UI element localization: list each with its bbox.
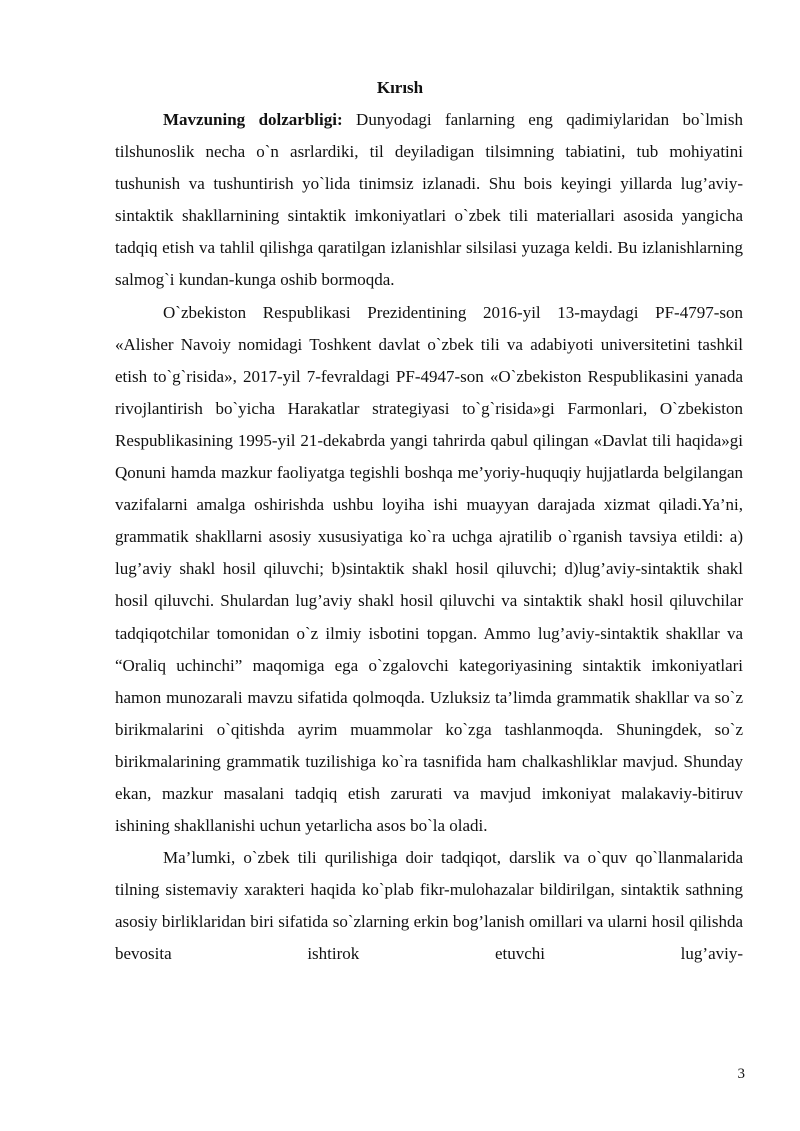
paragraph-legal-basis: O`zbekiston Respublikasi Prezidentining 2016-yil 13-maydagi PF-4797-son «Alisher Navoiy nomidagi Toshkent davlat o`zbek tili va adabiyoti universitetini tashkil etish to`g`risida», 2017-yil 7-fevraldagi PF-4947-son «O`zbekiston Respublikasini yanada rivojlantirish bo`yicha Harakatlar strategiyasi to`g`risida»gi Farmonlari, O`zbekiston Respublikasining 1995-yil 21-dekabrda yangi tahrirda qabul qilingan «Davlat tili haqida»gi Qonuni hamda mazkur faoliyatga tegishli boshqa me’yoriy-huquqiy hujjatlarda belgilangan vazifalarni amalga oshirishda ushbu loyiha ishi muayyan darajada xizmat qiladi.Ya’ni, grammatik shakllarni asosiy xususiyatiga ko`ra uchga ajratilib o`rganish tavsiya etildi: a) lug’aviy shakl hosil qiluvchi; b)sintaktik shakl hosil qiluvchi; d)lug’aviy-sintaktik shakl hosil qiluvchi. Shulardan lug’aviy shakl hosil qiluvchi va sintaktik shakl hosil qiluvchilar tadqiqotchilar tomonidan o`z ilmiy isbotini topgan. Ammo lug’aviy-sintaktik shakllar va “Oraliq uchinchi” maqomiga ega o`zgalovchi kategoriyasining sintaktik imkoniyatlari hamon munozarali mavzu sifatida qolmoqda. Uzluksiz ta’limda grammatik shakllar va so`z birikmalarini o`qitishda ayrim muammolar ko`zga tashlanmoqda. Shuningdek, so`z birikmalarining grammatik tuzilishiga ko`ra tasnifida ham chalkashliklar mavjud. Shunday ekan, mazkur masalani tadqiq etish zarurati va mavjud imkoniyat malakaviy-bitiruv ishining shakllanishi uchun yetarlicha asos bo`la oladi. xyxy=(115,302,743,836)
page-title: Kırısh xyxy=(376,78,424,97)
paragraph-heading: Mavzuning dolzarbligi: xyxy=(163,110,343,129)
page-number: 3 xyxy=(737,1066,745,1082)
paragraph-relevance xyxy=(115,104,743,297)
paragraph-known-facts: Ma’lumki, o`zbek tili qurilishiga doir tadqiqot, darslik va o`quv qo`llanmalarida tilning sistemaviy xarakteri haqida ko`plab fikr-mulohazalar bildirilgan, sintaktik sathning asosiy birliklaridan biri sifatida so`zlarning erkin bog’lanish omillari va ularni hosil qilishda bevosita ishtirok etuvchi lug’aviy- xyxy=(115,848,743,964)
body-text xyxy=(115,104,743,971)
paragraph-text: Dunyodagi fanlarning eng qadimiylaridan bo`lmish tilshunoslik necha o`n asrlardiki, til deyiladigan tilsimning tabiatini, tub mohiyatini tushunish va tushuntirish yo`lida tinimsiz izlanadi. Shu bois keyingi yillarda lug’aviy-sintaktik shakllarnining sintaktik imkoniyatlari o`zbek tili materiallari asosida yangicha tadqiq etish va tahlil qilishga qaratilgan izlanishlar silsilasi yuzaga keldi. Bu izlanishlarning salmog`i kundan-kunga oshib bormoqda. xyxy=(115,110,743,290)
